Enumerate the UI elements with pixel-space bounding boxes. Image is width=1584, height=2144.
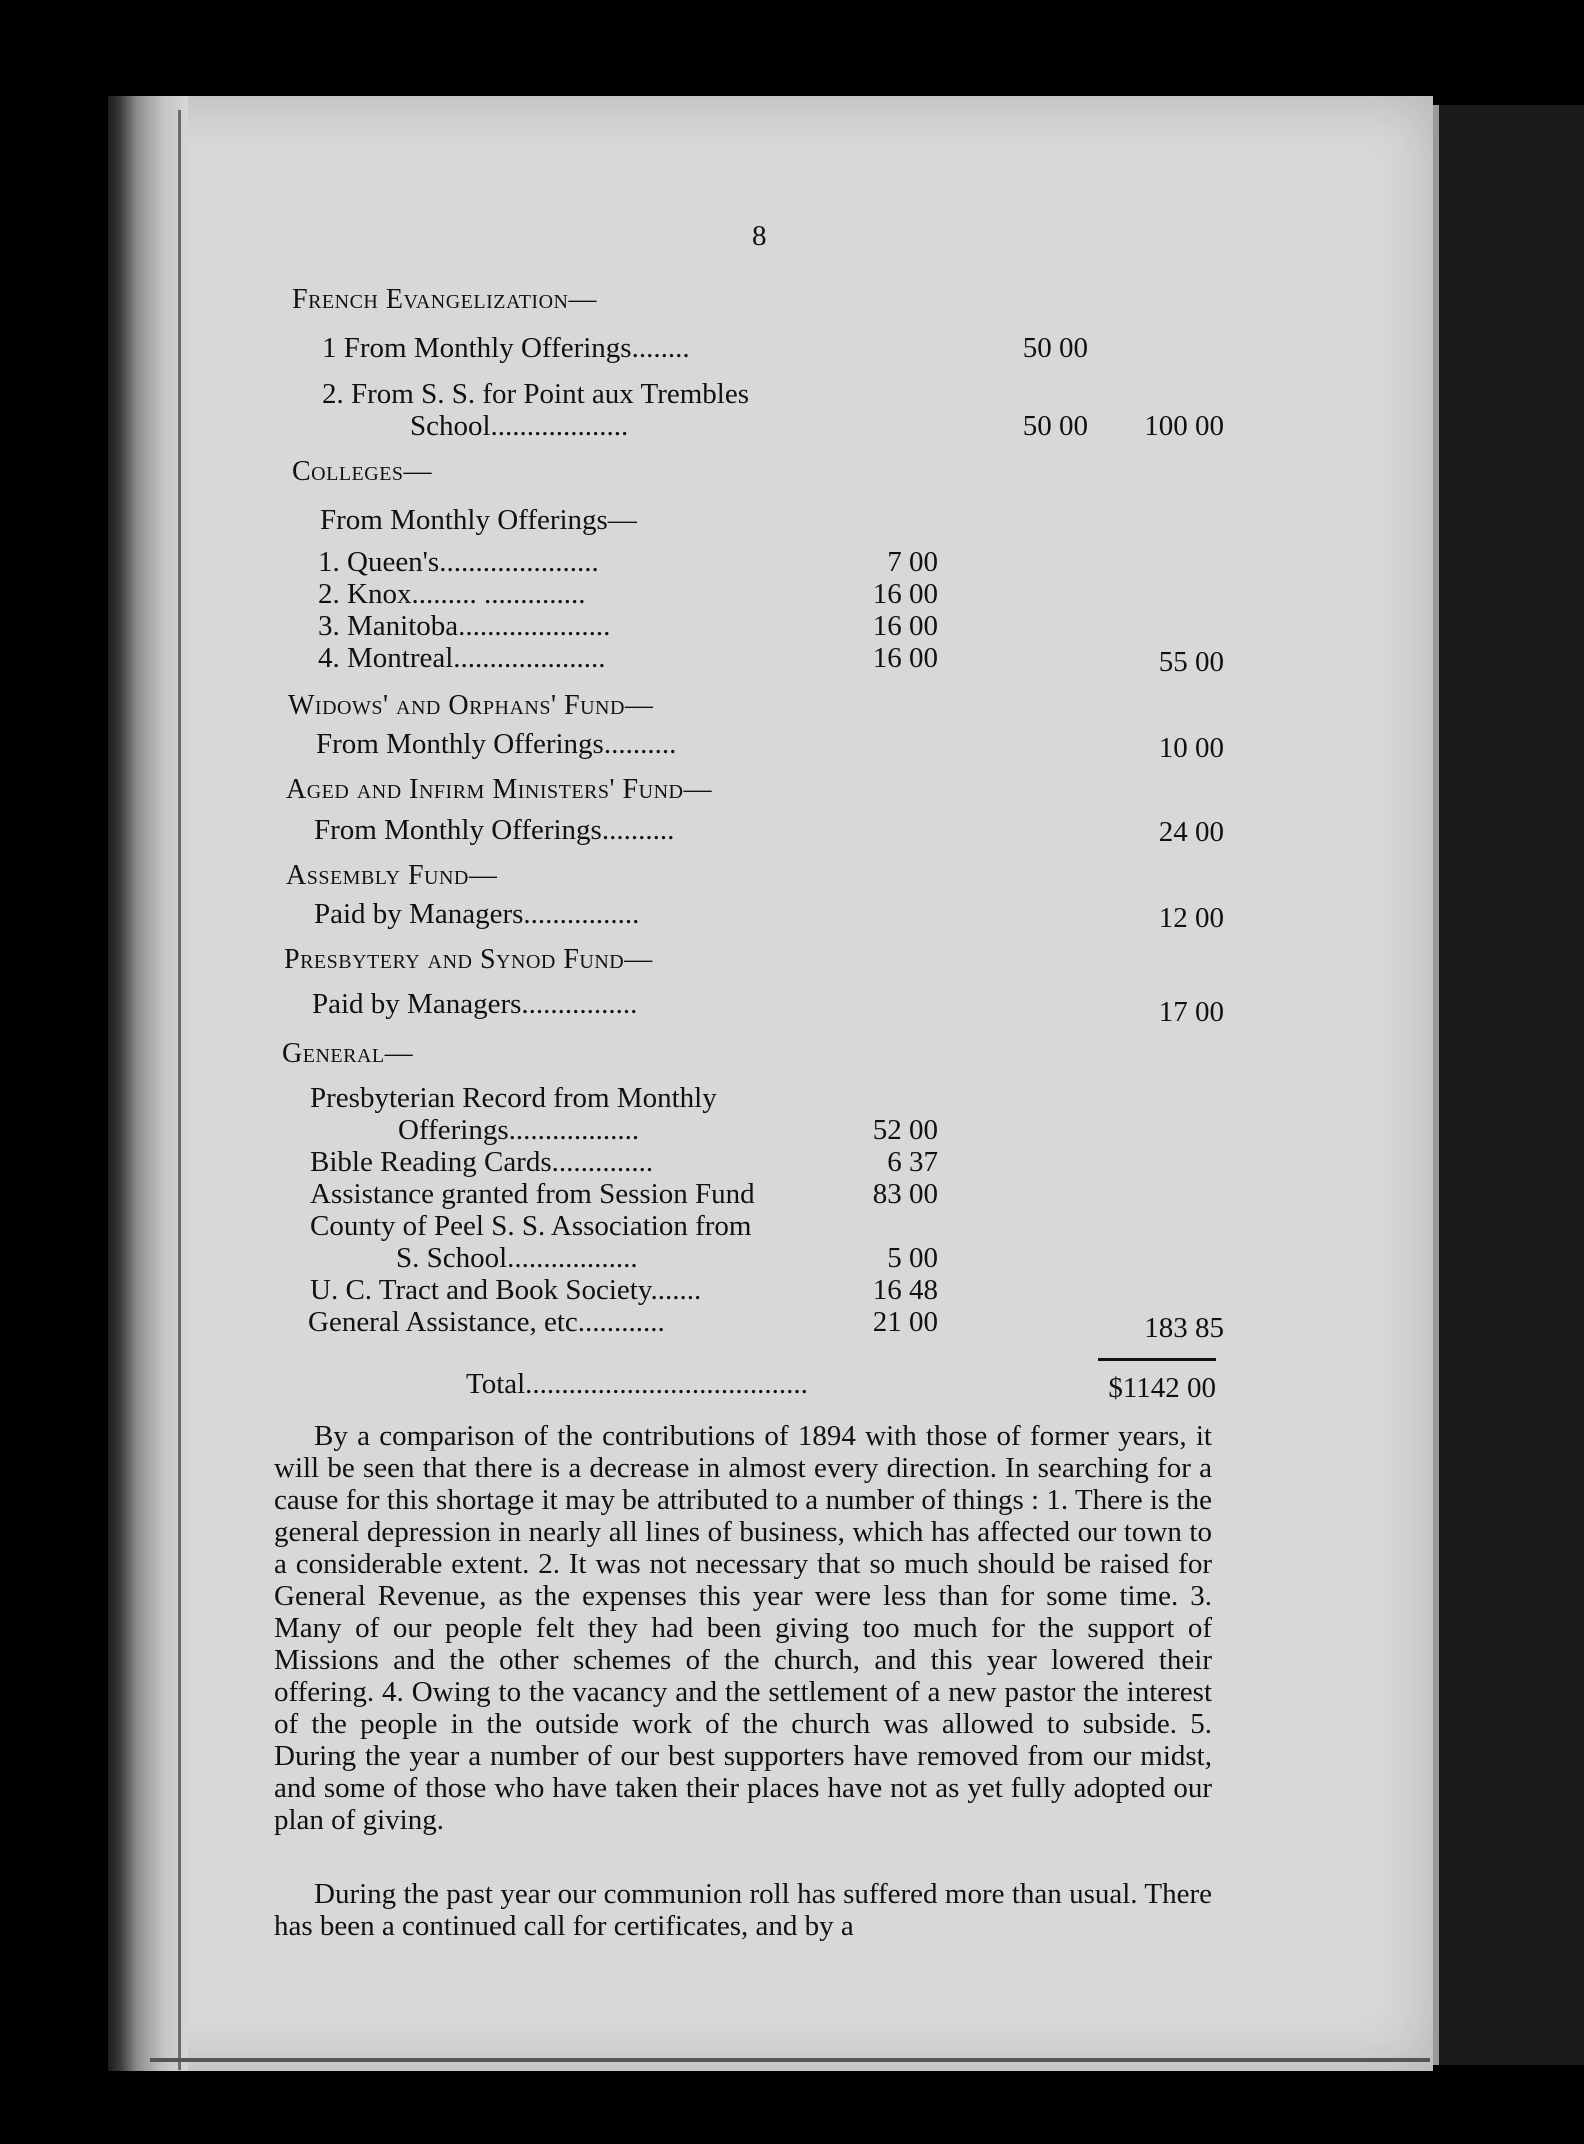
general-item-label: Assistance granted from Session Fund (310, 1178, 755, 1210)
general-item-label: Presbyterian Record from Monthly (310, 1082, 717, 1114)
french-item-2-cont: School................... (410, 410, 629, 442)
widows-label: From Monthly Offerings.......... (316, 728, 677, 760)
french-item-1-amount: 50 00 (1022, 332, 1088, 364)
general-item-label: U. C. Tract and Book Society....... (310, 1274, 702, 1306)
scan-border (0, 0, 1584, 95)
page-bottom-edge (150, 2058, 1430, 2062)
body-paragraph-2 (274, 1878, 1212, 1942)
assembly-total: 12 00 (1158, 902, 1224, 934)
grand-total-label: Total....................................... (466, 1368, 808, 1400)
general-item-label: Bible Reading Cards.............. (310, 1146, 654, 1178)
presbytery-total: 17 00 (1158, 996, 1224, 1028)
body-paragraph-1 (274, 1420, 1212, 1836)
section-heading-french: French Evangelization— (292, 284, 597, 315)
general-item-label: General Assistance, etc............ (308, 1306, 665, 1338)
college-item-label: 3. Manitoba..................... (318, 610, 611, 642)
general-total: 183 85 (1144, 1312, 1224, 1344)
section-heading-widows: Widows' and Orphans' Fund— (288, 690, 654, 721)
college-item-amount: 16 00 (872, 610, 938, 642)
page-binding-shadow (108, 96, 188, 2071)
general-item-amount: 83 00 (872, 1178, 938, 1210)
aged-total: 24 00 (1158, 816, 1224, 848)
general-item-amount: 21 00 (872, 1306, 938, 1338)
college-item-label: 4. Montreal..................... (318, 642, 606, 674)
general-item-amount: 16 48 (872, 1274, 938, 1306)
college-item-amount: 16 00 (872, 578, 938, 610)
colleges-subheading: From Monthly Offerings— (320, 504, 637, 536)
section-heading-aged: Aged and Infirm Ministers' Fund— (286, 774, 712, 805)
section-heading-presbytery: Presbytery and Synod Fund— (284, 944, 653, 975)
section-heading-general: General— (282, 1038, 414, 1069)
paragraph-text: By a comparison of the contributions of 1894 with those of former years, it will be seen that there is a decrease in almost every direction. In searching for a cause for this shortage it may be attributed to a number of things : 1. There is the general depression in nearly all lines of business, which has affected our town to a considerable extent. 2. It was not necessary that so much should be raised for General Revenue, as the expenses this year were less than for some time. 3. Many of our people felt they had been giving too much for the support of Missions and the other schemes of the church, and this year lowered their offering. 4. Owing to the vacancy and the settlement of a new pastor the interest of the people in the outside work of the church was allowed to subside. 5. During the year a number of our best supporters have removed from our midst, and some of those who have taken their places have not as yet fully adopted our plan of giving. (274, 1420, 1212, 1836)
aged-label: From Monthly Offerings.......... (314, 814, 675, 846)
french-total: 100 00 (1144, 410, 1224, 442)
grand-total-amount: $1142 00 (1108, 1372, 1216, 1404)
page-number: 8 (752, 220, 767, 252)
general-item-label: County of Peel S. S. Association from (310, 1210, 752, 1242)
general-item-amount: 52 00 (872, 1114, 938, 1146)
presbytery-label: Paid by Managers................ (312, 988, 638, 1020)
french-item-1-label: 1 From Monthly Offerings........ (322, 332, 690, 364)
general-item-amount: 6 37 (887, 1146, 938, 1178)
total-rule (1098, 1358, 1216, 1361)
colleges-total: 55 00 (1158, 646, 1224, 678)
widows-total: 10 00 (1158, 732, 1224, 764)
college-item-label: 1. Queen's...................... (318, 546, 599, 578)
general-item-label: S. School.................. (396, 1242, 638, 1274)
assembly-label: Paid by Managers................ (314, 898, 640, 930)
french-item-2-label: 2. From S. S. for Point aux Trembles (322, 378, 749, 410)
general-item-amount: 5 00 (887, 1242, 938, 1274)
french-item-2-amount: 50 00 (1022, 410, 1088, 442)
binding-line (178, 110, 181, 2070)
college-item-label: 2. Knox......... .............. (318, 578, 586, 610)
adjacent-page-edge (1433, 105, 1439, 2065)
general-item-label: Offerings.................. (398, 1114, 640, 1146)
college-item-amount: 16 00 (872, 642, 938, 674)
college-item-amount: 7 00 (887, 546, 938, 578)
section-heading-colleges: Colleges— (292, 456, 433, 487)
section-heading-assembly: Assembly Fund— (286, 860, 498, 891)
adjacent-page (1433, 105, 1584, 2065)
paragraph-text: During the past year our communion roll has suffered more than usual. There has been a continued call for certificates, and by a (274, 1878, 1212, 1942)
